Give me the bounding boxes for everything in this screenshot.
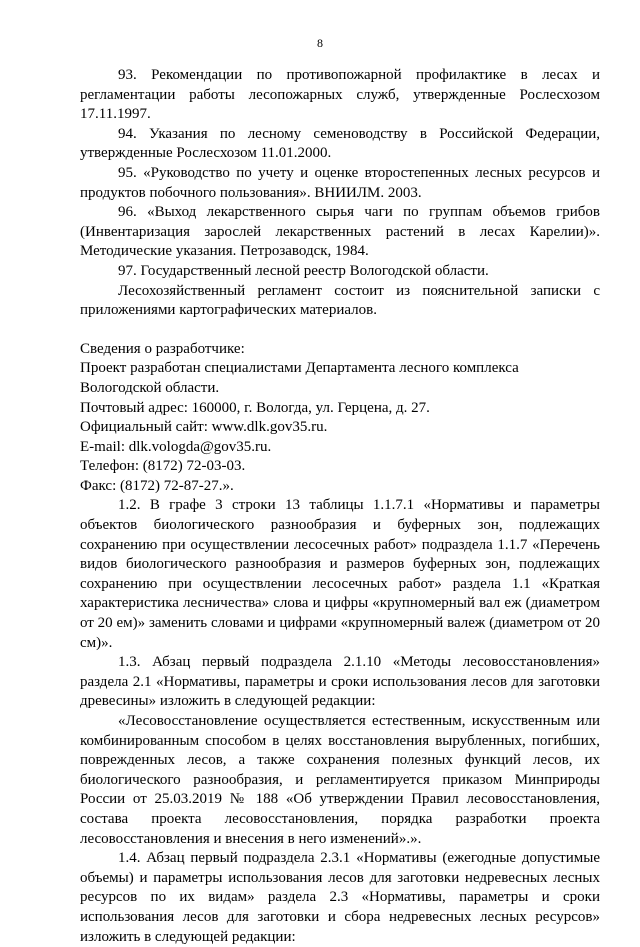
reference-93: 93. Рекомендации по противопожарной профилактике в лесах и регламентации работы лесопожарных служб, утвержденные Рослесхозом 17.11.1997.	[80, 67, 600, 123]
developer-email: E-mail: dlk.vologda@gov35.ru.	[80, 438, 272, 455]
spacer	[80, 321, 600, 340]
reference-97: 97. Государственный лесной реестр Вологодской области.	[118, 262, 489, 279]
amendment-1-3-quote: «Лесовосстановление осуществляется естественным, искусственным или комбинированным способом в целях восстановления вырубленных, погибших, поврежденных лесов, а также сохранения полезных функций лесов, их биологического разнообразия, и регламентируется приказом Минприроды России от 25.03.2019 № 188 «Об утверждении Правил лесовосстановления, состава проекта лесовосстановления, порядка разработки проекта лесовосстановления и внесения в него изменений».».	[80, 713, 600, 847]
developer-address: Почтовый адрес: 160000, г. Вологда, ул. Герцена, д. 27.	[80, 399, 430, 416]
page-number: 8	[317, 36, 323, 50]
reference-96: 96. «Выход лекарственного сырья чаги по группам объемов грибов (Инвентаризация зарослей лекарственных растений в лесах Карелии)». Методические указания. Петрозаводск, 1984.	[80, 204, 600, 260]
amendment-1-3: 1.3. Абзац первый подраздела 2.1.10 «Методы лесовосстановления» раздела 2.1 «Нормативы, параметры и сроки использования лесов для заготовки древесины» изложить в следующей редакции:	[80, 654, 600, 710]
amendment-1-4: 1.4. Абзац первый подраздела 2.3.1 «Нормативы (ежегодные допустимые объемы) и параметры использования лесов для заготовки недревесных лесных ресурсов по их видам» раздела 2.3 «Нормативы, параметры и сроки использования лесов для заготовки и сбора недревесных лесных ресурсов» изложить в следующей редакции:	[80, 850, 600, 945]
regulation-composition-paragraph: Лесохозяйственный регламент состоит из пояснительной записки с приложениями картографических материалов.	[80, 282, 600, 319]
developer-phone: Телефон: (8172) 72-03-03.	[80, 458, 246, 475]
developer-project: Проект разработан специалистами Департамента лесного комплекса Вологодской области.	[80, 360, 519, 396]
developer-heading: Сведения о разработчике:	[80, 340, 245, 357]
amendment-1-2: 1.2. В графе 3 строки 13 таблицы 1.1.7.1 «Нормативы и параметры объектов биологического разнообразия и буферных зон, подлежащих сохранению при осуществлении лесосечных работ» подраздела 1.1.7 «Перечень видов биологического разнообразия и размеров буферных зон, подлежащих сохранению при осуществлении лесосечных работ» раздела 1.1 «Краткая характеристика лесничества» слова и цифры «крупномерный вал еж (диаметром от 20 ем)» заменить словами и цифрами «крупномерный валеж (диаметром от 20 см)».	[80, 497, 600, 651]
developer-fax: Факс: (8172) 72-87-27.».	[80, 477, 234, 494]
document-body	[80, 66, 600, 947]
developer-website: Официальный сайт: www.dlk.gov35.ru.	[80, 419, 328, 436]
reference-94: 94. Указания по лесному семеноводству в Российской Федерации, утвержденные Рослесхозом 11.01.2000.	[80, 125, 600, 162]
reference-95: 95. «Руководство по учету и оценке второстепенных лесных ресурсов и продуктов побочного пользования». ВНИИЛМ. 2003.	[80, 164, 600, 201]
